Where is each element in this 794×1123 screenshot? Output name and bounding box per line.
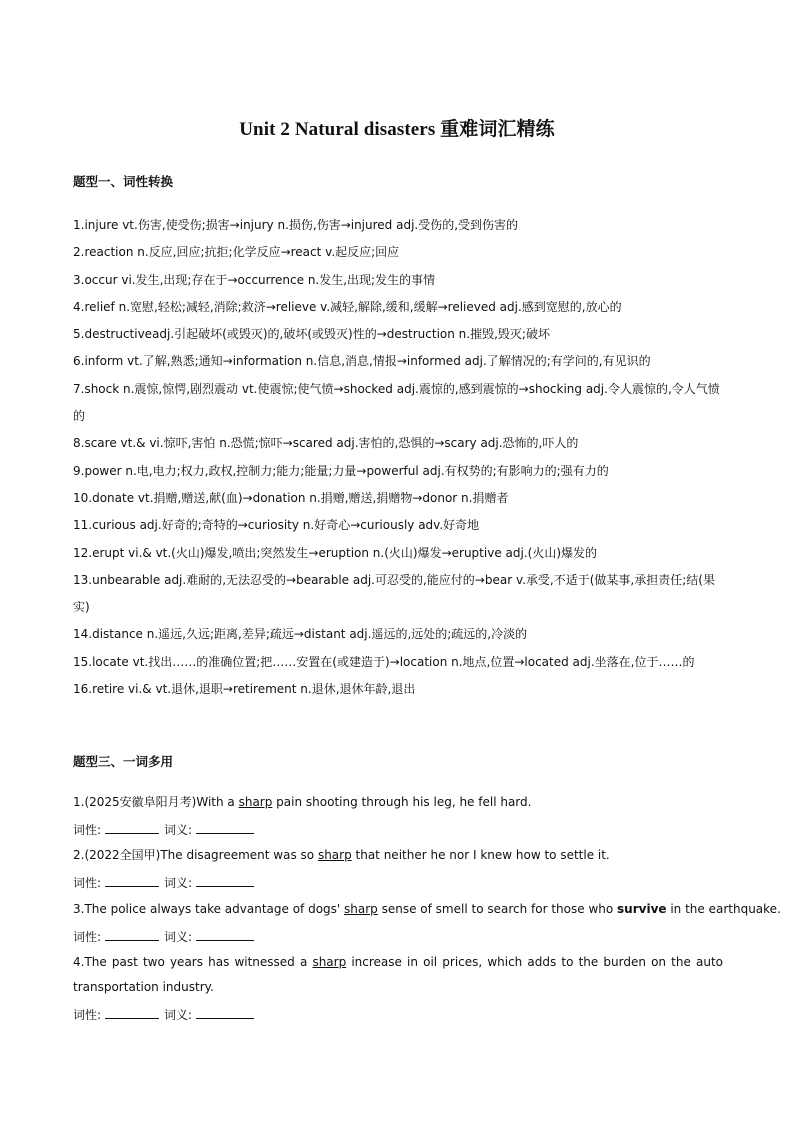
meaning-label: 词义:: [164, 876, 193, 890]
keyword: sharp: [238, 795, 273, 809]
pos-label: 词性:: [73, 823, 102, 837]
vocab-item: 13.unbearable adj.难耐的,无法忍受的→bearable adj.可忍受的,能应付的→bear v.承受,不适于(做某事,承担责任;结(果实): [73, 572, 715, 615]
question-3: [73, 897, 781, 948]
bold-keyword: survive: [617, 902, 667, 916]
answer-line: [73, 872, 723, 894]
section-heading-2: 题型三、一词多用: [73, 754, 174, 769]
vocab-item: 5.destructiveadj.引起破坏(或毁灭)的,破坏(或毁灭)性的→destruction n.摧毁,毁灭;破坏: [73, 327, 550, 342]
meaning-blank[interactable]: [196, 875, 254, 887]
meaning-label: 词义:: [164, 823, 193, 837]
vocab-list: [73, 212, 723, 703]
answer-line: [73, 926, 723, 948]
answer-line: [73, 1004, 723, 1026]
pos-blank[interactable]: [105, 1007, 159, 1019]
keyword: sharp: [344, 902, 378, 916]
meaning-label: 词义:: [164, 1008, 193, 1022]
question-stem: 2.(2022全国甲)The disagreement was so sharp that neither he nor I knew how to settle it.: [73, 848, 610, 862]
vocab-item: 9.power n.电,电力;权力,政权,控制力;能力;能量;力量→powerful adj.有权势的;有影响力的;强有力的: [73, 463, 609, 478]
vocab-item: 8.scare vt.& vi.惊吓,害怕 n.恐慌;惊吓→scared adj.害怕的,恐惧的→scary adj.恐怖的,吓人的: [73, 436, 579, 451]
pos-blank[interactable]: [105, 875, 159, 887]
vocab-item: 11.curious adj.好奇的;奇特的→curiosity n.好奇心→curiously adv.好奇地: [73, 518, 480, 533]
pos-label: 词性:: [73, 1008, 102, 1022]
meaning-blank[interactable]: [196, 929, 254, 941]
keyword: sharp: [317, 848, 352, 862]
question-1: [73, 790, 723, 841]
answer-line: [73, 819, 723, 841]
meaning-blank[interactable]: [196, 822, 254, 834]
vocab-item: 4.relief n.宽慰,轻松;减轻,消除;救济→relieve v.减轻,解除,缓和,缓解→relieved adj.感到宽慰的,放心的: [73, 299, 622, 314]
vocab-item: 14.distance n.遥远,久远;距离,差异;疏远→distant adj.遥远的,远处的;疏远的,冷淡的: [73, 627, 528, 642]
vocab-item: 2.reaction n.反应,回应;抗拒;化学反应→react v.起反应;回应: [73, 245, 400, 260]
section-heading-1: 题型一、词性转换: [73, 174, 174, 189]
vocab-item: 16.retire vi.& vt.退休,退职→retirement n.退休,退休年龄,退出: [73, 682, 416, 697]
vocab-item: 3.occur vi.发生,出现;存在于→occurrence n.发生,出现;发生的事情: [73, 272, 436, 287]
question-stem: 3.The police always take advantage of dogs' sharp sense of smell to search for those who survive in the earthquake.: [73, 902, 781, 916]
vocab-item: 1.injure vt.伤害,使受伤;损害→injury n.损伤,伤害→injured adj.受伤的,受到伤害的: [73, 218, 519, 232]
pos-blank[interactable]: [105, 929, 159, 941]
vocab-item: 6.inform vt.了解,熟悉;通知→information n.信息,消息,情报→informed adj.了解情况的;有学问的,有见识的: [73, 354, 651, 369]
vocab-item: 10.donate vt.捐赠,赠送,献(血)→donation n.捐赠,赠送,捐赠物→donor n.捐赠者: [73, 490, 509, 505]
meaning-blank[interactable]: [196, 1007, 254, 1019]
vocab-item: 12.erupt vi.& vt.(火山)爆发,喷出;突然发生→eruption n.(火山)爆发→eruptive adj.(火山)爆发的: [73, 545, 597, 560]
question-2: [73, 843, 723, 894]
vocab-item: 7.shock n.震惊,惊愕,剧烈震动 vt.使震惊;使气愤→shocked adj.震惊的,感到震惊的→shocking adj.令人震惊的,令人气愤的: [73, 381, 720, 424]
pos-label: 词性:: [73, 876, 102, 890]
keyword: sharp: [312, 955, 347, 969]
vocab-item: 15.locate vt.找出……的准确位置;把……安置在(或建造于)→location n.地点,位置→located adj.坐落在,位于……的: [73, 654, 695, 669]
question-stem: 4.The past two years has witnessed a sharp increase in oil prices, which adds to the burden on the auto transportation industry.: [73, 955, 723, 994]
pos-label: 词性:: [73, 930, 102, 944]
question-4: [73, 950, 723, 1026]
meaning-label: 词义:: [164, 930, 193, 944]
page-title: Unit 2 Natural disasters 重难词汇精练: [239, 119, 555, 140]
question-stem: 1.(2025安徽阜阳月考)With a sharp pain shooting through his leg, he fell hard.: [73, 795, 532, 809]
pos-blank[interactable]: [105, 822, 159, 834]
